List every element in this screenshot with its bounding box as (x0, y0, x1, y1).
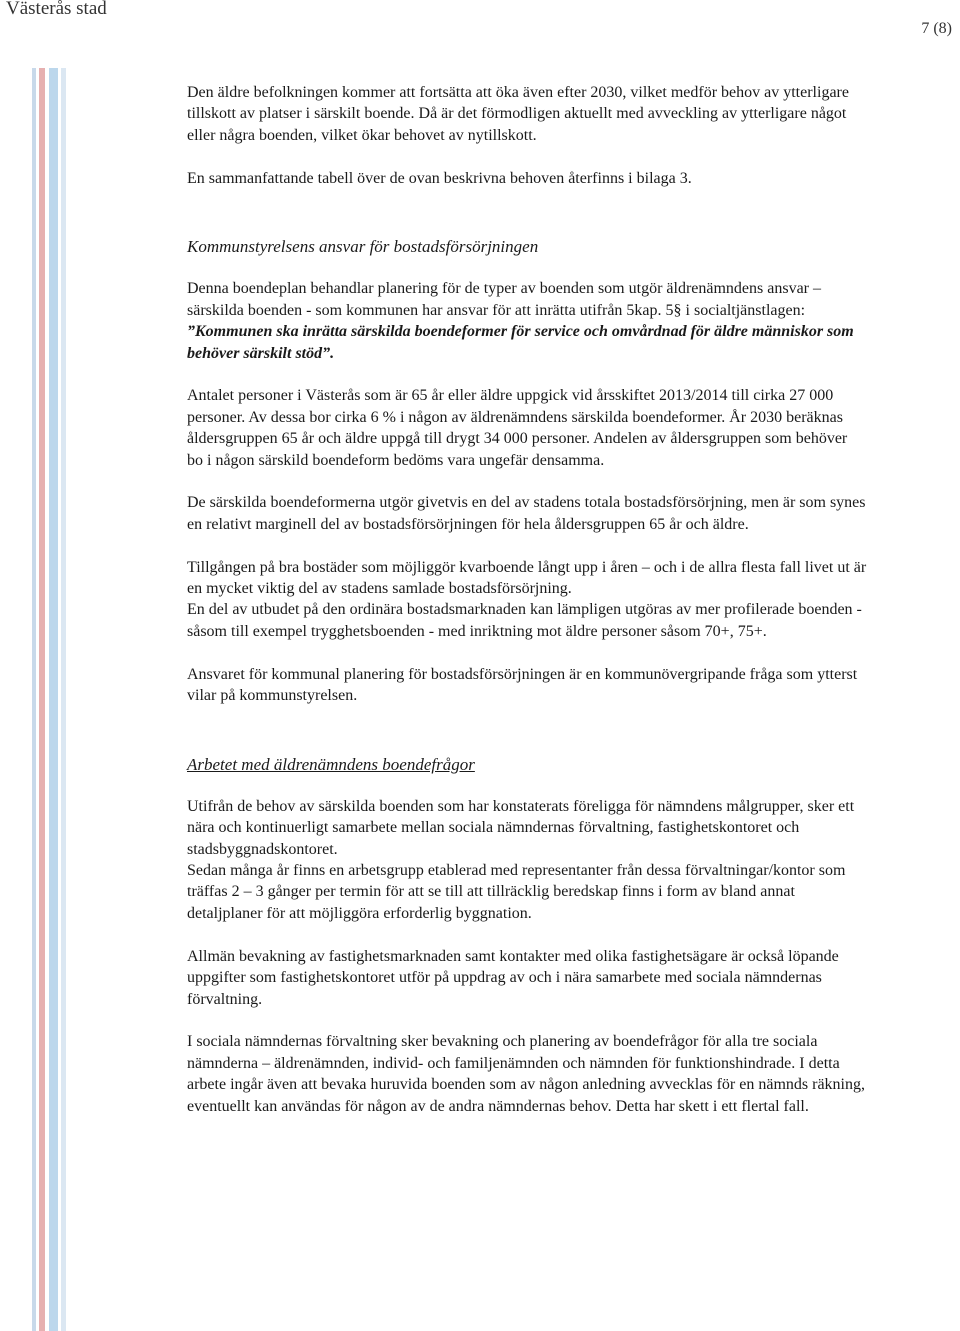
section2-paragraph-1b: Sedan många år finns en arbetsgrupp etablerad med representanter från dessa förvaltningar/kontor som träffas 2 – 3 gånger per termin för att se till att tillräcklig beredskap finns i form av bland annat detaljplaner för att möjliggöra erforderlig byggnation. (187, 862, 846, 922)
section2-paragraph-2: Allmän bevakning av fastighetsmarknaden samt kontakter med olika fastighetsägare är också löpande uppgifter som fastighetskontoret utför på uppdrag av och i nära samarbete med sociala nämndernas förvaltning. (187, 947, 839, 1008)
section2-paragraph-3: I sociala nämndernas förvaltning sker bevakning och planering av boendefrågor för alla tre sociala nämnderna – äldrenämnden, individ- och familjenämnden och nämnden för funktionshindrade. I detta arbete ingår även att bevaka huruvida boenden som av någon anledning avvecklas för en nämnds räkning, eventuellt kan användas för någon av de andra nämndernas behov. Detta har skett i ett flertal fall. (187, 1033, 865, 1115)
stripe-red (39, 68, 45, 1331)
intro-paragraph-1: Den äldre befolkningen kommer att fortsätta att öka även efter 2030, vilket medför behov av ytterligare tillskott av platser i särskilt boende. Då är det förmodligen aktuellt med avveckling av ytterligare något eller några boenden, vilket ökar behovet av nytillskott. (187, 84, 849, 144)
section1-paragraph-3: De särskilda boendeformerna utgör givetvis en del av stadens totala bostadsförsörjning, men är som synes en relativt marginell del av bostadsförsörjningen för hela åldersgruppen 65 år och äldre. (187, 494, 866, 533)
intro-paragraph-2: En sammanfattande tabell över de ovan beskrivna behoven återfinns i bilaga 3. (187, 169, 692, 187)
section1-paragraph-1-text: Denna boendeplan behandlar planering för de typer av boenden som utgör äldrenämndens ansvar – särskilda boenden - som kommunen har ansvar för att inrätta utifrån 5kap. 5§ i socialtjänstlagen: (187, 280, 821, 319)
decorative-stripes (30, 68, 70, 1331)
section1-paragraph-1 (187, 278, 867, 364)
legal-quote: ”Kommunen ska inrätta särskilda boendeformer för service och omvårdnad för äldre människor som behöver särskilt stöd”. (187, 323, 854, 362)
header-organization: Västerås stad (6, 0, 107, 19)
stripe-blue (32, 68, 36, 1331)
stripe-midblue (61, 68, 66, 1331)
section1-paragraph-4 (187, 557, 867, 643)
page-number: 7 (8) (921, 20, 952, 37)
section-heading-aldrenamnden: Arbetet med äldrenämndens boendefrågor (187, 754, 475, 774)
section1-paragraph-4a: Tillgången på bra bostäder som möjliggör kvarboende långt upp i åren – och i de allra flesta fall livet ut är en mycket viktig del av stadens samlade bostadsförsörjning. (187, 558, 867, 598)
document-body (187, 82, 867, 1138)
section-heading-kommunstyrelsen: Kommunstyrelsens ansvar för bostadsförsörjningen (187, 237, 539, 257)
section2-paragraph-1 (187, 796, 867, 924)
section2-paragraph-1a: Utifrån de behov av särskilda boenden som har konstaterats föreligga för nämndens målgrupper, sker ett nära och kontinuerligt samarbete mellan sociala nämndernas förvaltning, fastighetskontoret och stadsbyggnadskontoret. (187, 797, 855, 858)
section1-paragraph-4b: En del av utbudet på den ordinära bostadsmarknaden kan lämpligen utgöras av mer profilerade boenden - såsom till exempel trygghetsboenden - med inriktning mot äldre personer såsom 70+, 75+. (187, 601, 862, 640)
section1-paragraph-2: Antalet personer i Västerås som är 65 år eller äldre uppgick vid årsskiftet 2013/2014 till cirka 27 000 personer. Av dessa bor cirka 6 % i någon av äldrenämndens särskilda boendeformer. År 2030 beräknas åldersgruppen 65 år och äldre uppgå till drygt 34 000 personer. Andelen av åldersgruppen som behöver bo i någon särskild boendeform bedöms vara ungefär densamma. (187, 387, 848, 469)
section1-paragraph-5: Ansvaret för kommunal planering för bostadsförsörjningen är en kommunövergripande fråga som ytterst vilar på kommunstyrelsen. (187, 665, 858, 705)
stripe-lightblue (49, 68, 58, 1331)
